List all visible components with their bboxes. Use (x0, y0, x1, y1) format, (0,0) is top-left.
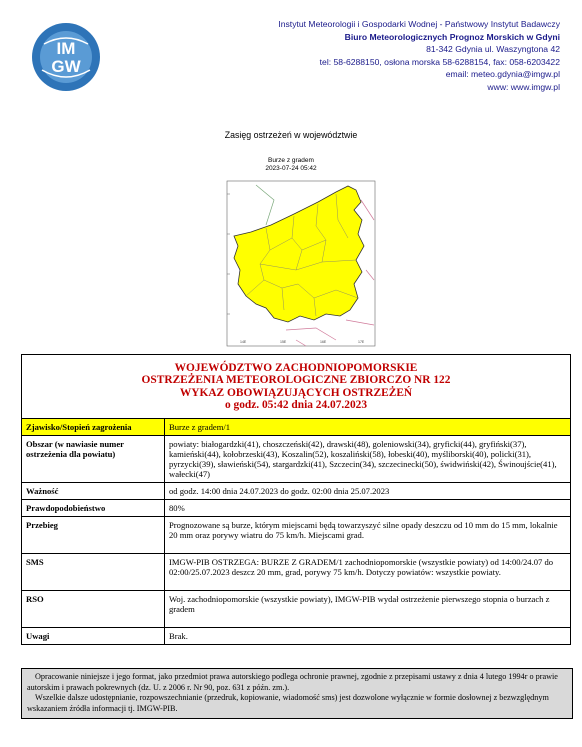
svg-text:15E: 15E (280, 340, 287, 344)
table-row (22, 418, 571, 435)
copyright-line: Opracowanie niniejsze i jego format, jako przedmiot prawa autorskiego podlega ochronie prawnej, zgodnie z przepisami ustawy z dnia 4 lutego 1994r o prawie autorskim i prawach pokrewnych (dz. U. z 2006 r. Nr 90, poz. 631 z późn. zm.). (27, 672, 558, 692)
row-label: RSO (22, 590, 165, 627)
title-voivodeship: WOJEWÓDZTWO ZACHODNIOPOMORSKIE (174, 362, 418, 374)
map-title: Zasięg ostrzeżeń w województwie (224, 130, 358, 140)
row-label: Przebieg (22, 516, 165, 553)
redistribution-line: Wszelkie dalsze udostępnianie, rozpowszechnianie (przedruk, kopiowanie, wiadomość sms) jest dozwolone wyłącznie w formie dosłownej z bezwzględnym wskazaniem źródła informacji tj. IMGW-PIB. (27, 693, 549, 713)
row-label: Ważność (22, 482, 165, 499)
map-phenomenon: Burze z gradem (268, 157, 314, 164)
header-address: 81-342 Gdynia ul. Waszyngtona 42 (426, 44, 560, 55)
table-row (22, 516, 571, 553)
svg-text:GW: GW (51, 57, 81, 76)
row-value: od godz. 14:00 dnia 24.07.2023 do godz. 02:00 dnia 25.07.2023 (165, 482, 571, 499)
row-value: IMGW-PIB OSTRZEGA: BURZE Z GRADEM/1 zachodniopomorskie (wszystkie powiaty) od 14:00/24.07 do 02:00/25.07.2023 deszcz 20 mm, grad, porywy 75 km/h. Dotyczy powiatów: wszystkie powiaty. (165, 553, 571, 590)
header-phone: tel: 58-6288150, osłona morska 58-6288154, fax: 058-6203422 (319, 56, 560, 67)
warning-title (22, 355, 571, 419)
row-value: Woj. zachodniopomorskie (wszystkie powiaty), IMGW-PIB wydał ostrzeżenie pierwszego stopnia o burzach z gradem (165, 590, 571, 627)
row-value: powiaty: białogardzki(41), choszczeński(42), drawski(48), goleniowski(34), gryficki(44), gryfiński(37), kamieński(44), kołobrzeski(43), Koszalin(52), koszaliński(58), łobeski(40), myśliborski(40), policki(31), pyrzycki(39), sławieński(54), stargardzki(41), Szczecin(34), szczecinecki(50), świdwiński(42), Świnoujście(41), wałecki(47) (165, 435, 571, 482)
header-email[interactable]: email: meteo.gdynia@imgw.pl (445, 69, 560, 80)
table-row (22, 499, 571, 516)
imgw-logo (30, 14, 102, 100)
svg-text:16E: 16E (320, 340, 327, 344)
row-value: Prognozowane są burze, którym miejscami będą towarzyszyć silne opady deszczu od 10 mm do 15 mm, lokalnie 20 mm oraz porywy wiatru do 75 km/h. Miejscami grad. (165, 516, 571, 553)
row-value: 80% (165, 499, 571, 516)
svg-text:IM: IM (56, 39, 76, 58)
row-value: Brak. (165, 627, 571, 644)
row-label: Zjawisko/Stopień zagrożenia (22, 418, 165, 435)
institute-header (160, 18, 560, 94)
title-issue-time: o godz. 05:42 dnia 24.07.2023 (224, 399, 368, 412)
row-label: Prawdopodobieństwo (22, 499, 165, 516)
table-row (22, 553, 571, 590)
svg-text:14E: 14E (240, 340, 247, 344)
header-institute-name: Instytut Meteorologii i Gospodarki Wodnej - Państwowy Instytut Badawczy (278, 19, 560, 29)
warning-table (21, 354, 571, 645)
title-summary: OSTRZEŻENIA METEOROLOGICZNE ZBIORCZO NR 122 (141, 374, 451, 387)
warning-map (226, 180, 376, 350)
copyright-notice (21, 668, 573, 719)
row-label: Obszar (w nawiasie numer ostrzeżenia dla powiatu) (22, 435, 165, 482)
table-row (22, 482, 571, 499)
header-office-name: Biuro Meteorologicznych Prognoz Morskich w Gdyni (344, 31, 560, 42)
table-row (22, 590, 571, 627)
map-caption (0, 157, 582, 173)
header-www[interactable]: www: www.imgw.pl (487, 81, 560, 92)
table-row (22, 627, 571, 644)
row-value: Burze z gradem/1 (165, 418, 571, 435)
table-row (22, 435, 571, 482)
row-label: Uwagi (22, 627, 165, 644)
svg-text:17E: 17E (358, 340, 365, 344)
map-datetime: 2023-07-24 05:42 (265, 165, 317, 172)
row-label: SMS (22, 553, 165, 590)
title-list: WYKAZ OBOWIĄZUJĄCYCH OSTRZEŻEŃ (179, 386, 413, 399)
